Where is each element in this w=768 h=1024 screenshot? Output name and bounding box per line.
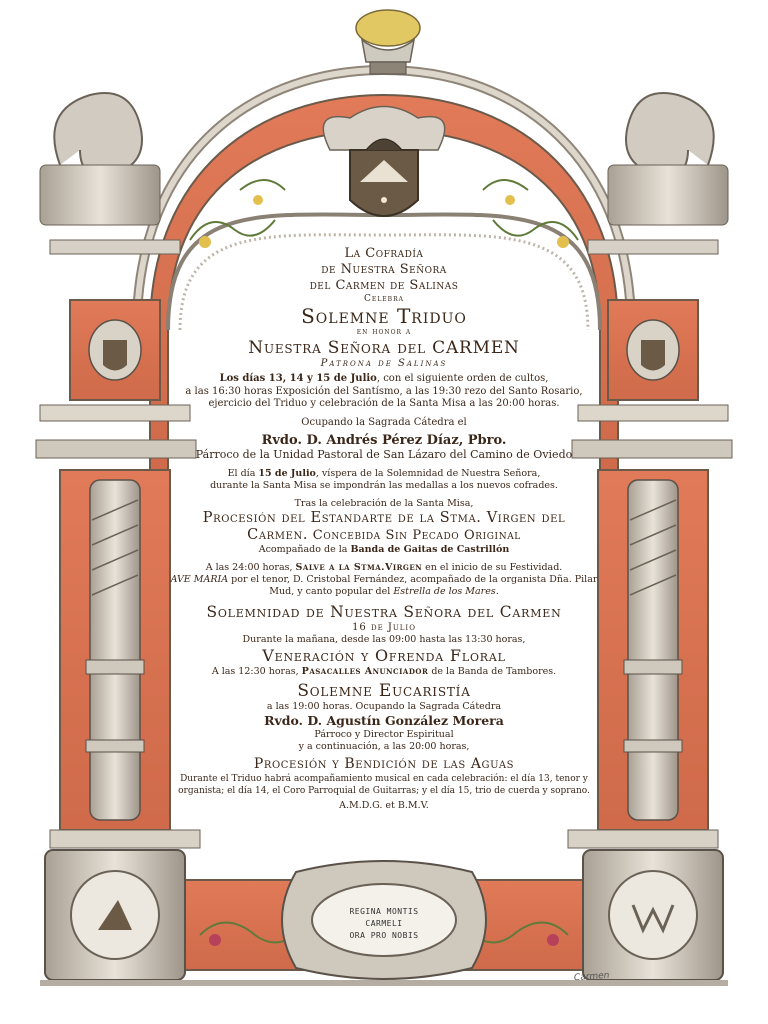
procesion-intro: Tras la celebración de la Santa Misa, (294, 497, 474, 509)
eucaristia-line-1: a las 19:00 horas. Ocupando la Sagrada Cátedra (266, 701, 502, 712)
veneracion-post: de la Banda de Tambores. (428, 666, 557, 677)
left-scroll-ornament-icon (40, 93, 160, 225)
plaque-line-2: CARMELI (365, 919, 403, 928)
salve-bold: Salve a la Stma.Virgen (295, 561, 423, 573)
carmel-shield-icon (323, 107, 444, 217)
eucaristia-preacher: Rvdo. D. Agustín González Morera (264, 713, 504, 728)
salve-line3-italic: Estrella de los Mares (393, 585, 496, 597)
procesion-title2: Carmen. (247, 526, 309, 543)
small-shield-right-icon (627, 320, 679, 380)
veneracion-pre: A las 12:30 horas, (211, 666, 302, 677)
procesion-subtitle: Concebida Sin Pecado Original (308, 527, 521, 543)
veneracion-line (168, 666, 600, 678)
bendicion-line-2: organista; el día 14, el Coro Parroquial de Guitarras; y el día 15, trio de cuerda y soprano. (178, 786, 590, 796)
patrona-label: Patrona de Salinas (320, 358, 448, 369)
header-line-3: del Carmen de Salinas (309, 278, 459, 293)
procesion-estandarte-title-1: Procesión del Estandarte de la Stma. Virgen del (202, 509, 566, 526)
preacher-name: Rvdo. D. Andrés Pérez Díaz, Pbro. (261, 433, 507, 448)
horario-line-1: a las 16:30 horas Exposición del Santísmo, a las 19:30 rezo del Santo Rosario, (185, 385, 583, 397)
veneracion-bold: Pasacalles Anunciador (301, 666, 429, 677)
right-scroll-ornament-icon (608, 93, 728, 225)
virgin-title: Nuestra Señora del CARMEN (248, 338, 520, 358)
solemnidad-title: Solemnidad de Nuestra Señora del Carmen (206, 602, 562, 621)
poster-text-body (168, 246, 600, 812)
triduo-title: Solemne Triduo (301, 304, 467, 328)
header-line-2: de Nuestra Señora (321, 262, 447, 277)
salve-line-1 (168, 562, 600, 574)
salve-line2-rest: por el tenor, D. Cristobal Fernández, acompañado de la organista Dña. Pilar (228, 573, 598, 585)
small-shield-left-icon (89, 320, 141, 380)
preacher-role: Párroco de la Unidad Pastoral de San Lázaro del Camino de Oviedo (195, 448, 573, 461)
plaque-line-3: ORA PRO NOBIS (349, 931, 419, 940)
veneracion-title: Veneración y Ofrenda Floral (262, 646, 506, 665)
salve-line-3 (168, 586, 600, 598)
medallas-pre: El día (227, 467, 259, 479)
solemnidad-manana: Durante la mañana, desde las 09:00 hasta las 13:30 horas, (242, 634, 526, 645)
ave-maria: AVE MARIA (170, 573, 229, 585)
eucaristia-title: Solemne Eucaristía (297, 681, 471, 701)
crown-ornament-icon (356, 10, 420, 74)
catedra-intro: Ocupando la Sagrada Cátedra el (301, 416, 467, 428)
celebra-label: Celebra (364, 294, 404, 304)
acomp-pre: Acompañado de la (258, 543, 351, 555)
dias-bold: Los días 13, 14 y 15 de Julio (219, 373, 377, 384)
eucaristia-role-1: Párroco y Director Espiritual (314, 729, 454, 740)
salve-line3-post: . (495, 585, 499, 597)
closing-amdg: A.M.D.G. et B.M.V. (339, 800, 429, 811)
bendicion-title: Procesión y Bendición de las Aguas (253, 756, 515, 772)
right-column-icon (624, 480, 682, 820)
salve-line-2 (168, 574, 600, 586)
salve-post: en el inicio de su Festividad. (422, 561, 563, 573)
pedestal-left-icon (45, 850, 185, 980)
acomp-bold: Banda de Gaitas de Castrillón (350, 543, 510, 555)
eucaristia-role-2: y a continuación, a las 20:00 horas, (298, 741, 470, 752)
solemnidad-date: 16 de Julio (352, 621, 416, 633)
cartouche-text (316, 906, 452, 942)
acompanado-line (168, 544, 600, 556)
plaque-line-1: REGINA MONTIS (349, 907, 419, 916)
medallas-day: 15 de Julio (258, 467, 316, 479)
header-line-1: La Cofradía (344, 246, 424, 261)
medallas-line-1 (168, 468, 600, 480)
horario-line-2: ejercicio del Triduo y celebración de la Santa Misa a las 20:00 horas. (208, 398, 560, 409)
medallas-post: , víspera de la Solemnidad de Nuestra Señora, (315, 467, 541, 479)
left-column-icon (86, 480, 144, 820)
salve-line3-pre: Mud, y canto popular del (269, 585, 394, 597)
dias-line (168, 373, 600, 386)
procesion-estandarte-title-2 (168, 527, 600, 544)
bendicion-line-1: Durante el Triduo habrá acompañamiento musical en cada celebración: el día 13, tenor y (180, 774, 588, 784)
en-honor-label: en honor a (356, 327, 412, 337)
dias-rest: , con el siguiente orden de cultos, (376, 373, 549, 384)
salve-pre: A las 24:00 horas, (205, 561, 296, 573)
pedestal-right-icon (583, 850, 723, 980)
medallas-line-2: durante la Santa Misa se impondrán las medallas a los nuevos cofrades. (210, 479, 558, 491)
artist-signature: Carmen (573, 970, 610, 984)
